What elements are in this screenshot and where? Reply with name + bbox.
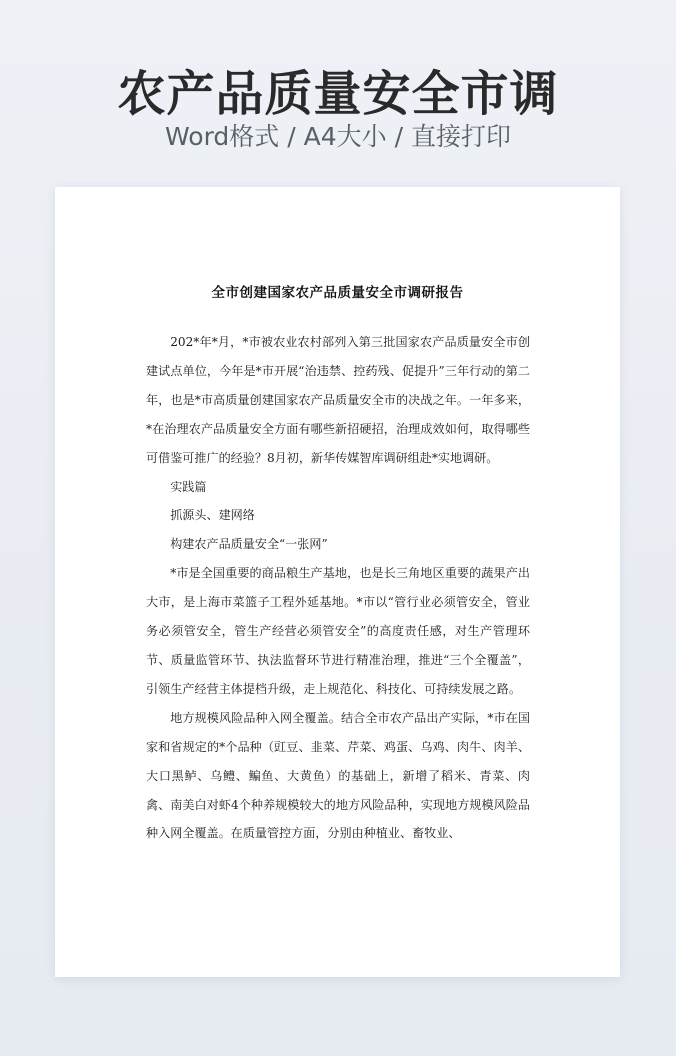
document-body [146, 328, 530, 848]
banner [0, 0, 676, 180]
paragraph-risk-varieties: 地方规模风险品种入网全覆盖。结合全市农产品出产实际，*市在国家和省规定的*个品种（豇豆、韭菜、芹菜、鸡蛋、乌鸡、肉牛、肉羊、大口黑鲈、乌鳢、鳊鱼、大黄鱼）的基础上，新增了稻米、青菜、肉禽、南美白对虾4个种养规模较大的地方风险品种，实现地方规模风险品种入网全覆盖。在质量管控方面，分别由种植业、畜牧业、 [146, 710, 530, 841]
subheading-source: 抓源头、建网络 [170, 508, 255, 523]
document-title: 全市创建国家农产品质量安全市调研报告 [211, 285, 464, 301]
banner-title: 农产品质量安全市调 [117, 66, 559, 122]
banner-subtitle: Word格式 / A4大小 / 直接打印 [165, 122, 511, 151]
subheading-network: 构建农产品质量安全“一张网” [170, 537, 328, 552]
document-page [55, 187, 620, 977]
section-heading-practice: 实践篇 [170, 479, 207, 494]
paragraph-intro: 202*年*月，*市被农业农村部列入第三批国家农产品质量安全市创建试点单位，今年是*市开展“治违禁、控药残、促提升”三年行动的第二年，也是*市高质量创建国家农产品质量安全市的决战之年。一年多来，*在治理农产品质量安全方面有哪些新招硬招，治理成效如何，取得哪些可借鉴可推广的经验？8月初，新华传媒智库调研组赴*实地调研。 [146, 335, 530, 465]
paragraph-city-overview: *市是全国重要的商品粮生产基地，也是长三角地区重要的蔬果产出大市，是上海市菜篮子工程外延基地。*市以“管行业必须管安全，管业务必须管安全，管生产经营必须管安全”的高度责任感，对生产管理环节、质量监管环节、执法监督环节进行精准治理，推进“三个全覆盖”，引领生产经营主体提档升级，走上规范化、科技化、可持续发展之路。 [146, 566, 530, 696]
